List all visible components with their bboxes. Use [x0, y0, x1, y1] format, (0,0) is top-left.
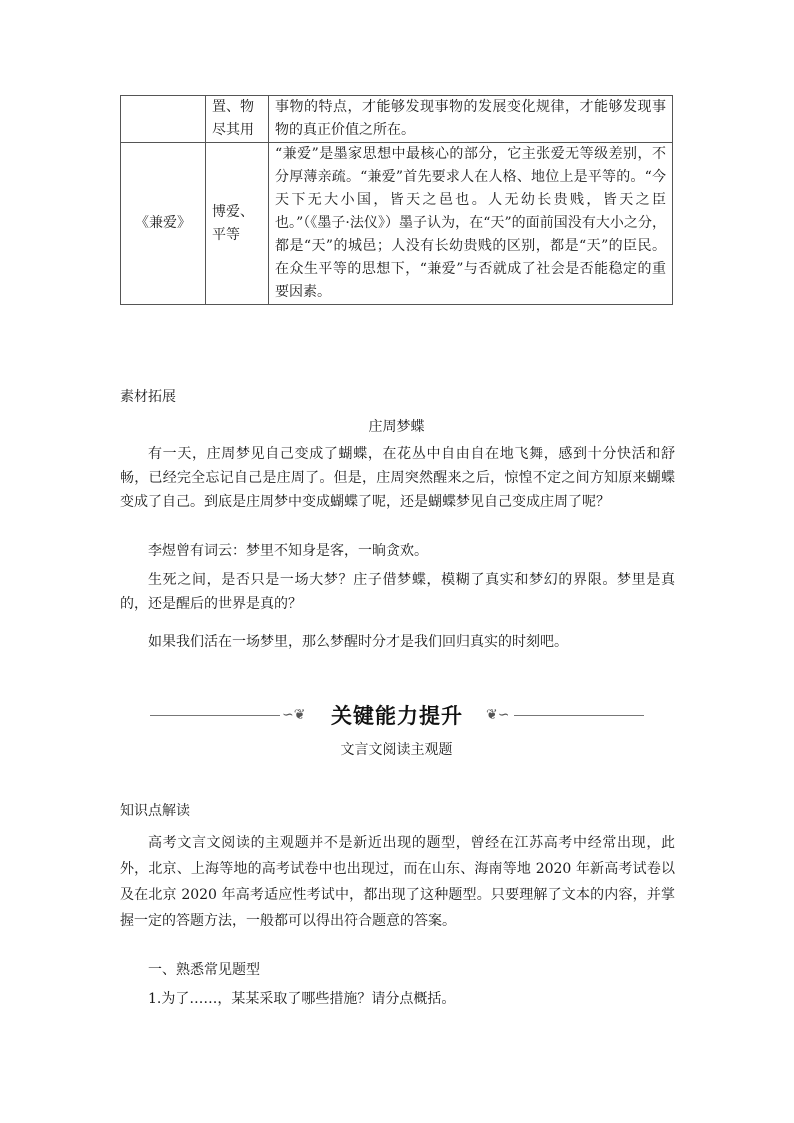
material-paragraph: 如果我们活在一场梦里，那么梦醒时分才是我们回归真实的时刻吧。 [148, 634, 568, 650]
material-paragraph: 有一天，庄周梦见自己变成了蝴蝶，在花丛中自由自在地飞舞，感到十分快活和舒畅，已经完全忘记自己是庄周了。但是，庄周突然醒来之后，惊惶不定之间方知原来蝴蝶变成了自己。到底是庄周梦中变成蝴蝶了呢，还是蝴蝶梦见自己变成庄周了呢？ [120, 446, 675, 510]
table-cell-title: 《兼爱》 [121, 143, 206, 305]
divider [514, 715, 644, 716]
material-paragraph: 李煜曾有词云：梦里不知身是客，一晌贪欢。 [148, 543, 428, 559]
section-banner-title: 关键能力提升 [150, 700, 644, 730]
table-row [121, 96, 673, 143]
table-cell-desc: “兼爱”是墨家思想中最核心的部分，它主张爱无等级差别，不分厚薄亲疏。“兼爱”首先要求人在人格、地位上是平等的。“今天下无大小国，皆天之邑也。人无幼长贵贱，皆天之臣也。”（《墨子·法仪》）墨子认为，在“天”的面前国没有大小之分，都是“天”的城邑；人没有长幼贵贱的区别，都是“天”的臣民。在众生平等的思想下，“兼爱”与否就成了社会是否能稳定的重要因素。 [269, 143, 673, 305]
scroll-ornament-icon: ∽❦ [282, 707, 306, 723]
material-title: 庄周梦蝶 [368, 419, 425, 435]
material-paragraph: 生死之间，是否只是一场大梦？庄子借梦蝶，模糊了真实和梦幻的界限。梦里是真的，还是醒后的世界是真的？ [120, 572, 675, 612]
question-item: 1.为了……，某某采取了哪些措施？请分点概括。 [148, 991, 456, 1007]
section-label: 知识点解读 [120, 803, 190, 819]
subheading: 一、熟悉常见题型 [148, 962, 260, 978]
section-banner [150, 700, 644, 730]
table-row [121, 143, 673, 305]
scroll-ornament-icon: ❦∽ [486, 707, 510, 723]
material-label: 素材拓展 [120, 389, 176, 405]
table-cell-desc: 事物的特点，才能够发现事物的发展变化规律，才能够发现事物的真正价值之所在。 [269, 96, 673, 143]
table-cell-term: 置、物尽其用 [206, 96, 269, 143]
concept-table [120, 95, 673, 305]
section-subtitle: 文言文阅读主观题 [340, 742, 453, 758]
intro-paragraph: 高考文言文阅读的主观题并不是新近出现的题型，曾经在江苏高考中经常出现，此外，北京、上海等地的高考试卷中也出现过，而在山东、海南等地 2020 年新高考试卷以及在北京 2020 年高考适应性考试中，都出现了这种题型。只要理解了文本的内容，并掌握一定的答题方法，一般都可以得出符合题意的答案。 [120, 835, 675, 929]
table-cell-title [121, 96, 206, 143]
table-cell-term: 博爱、平等 [206, 143, 269, 305]
